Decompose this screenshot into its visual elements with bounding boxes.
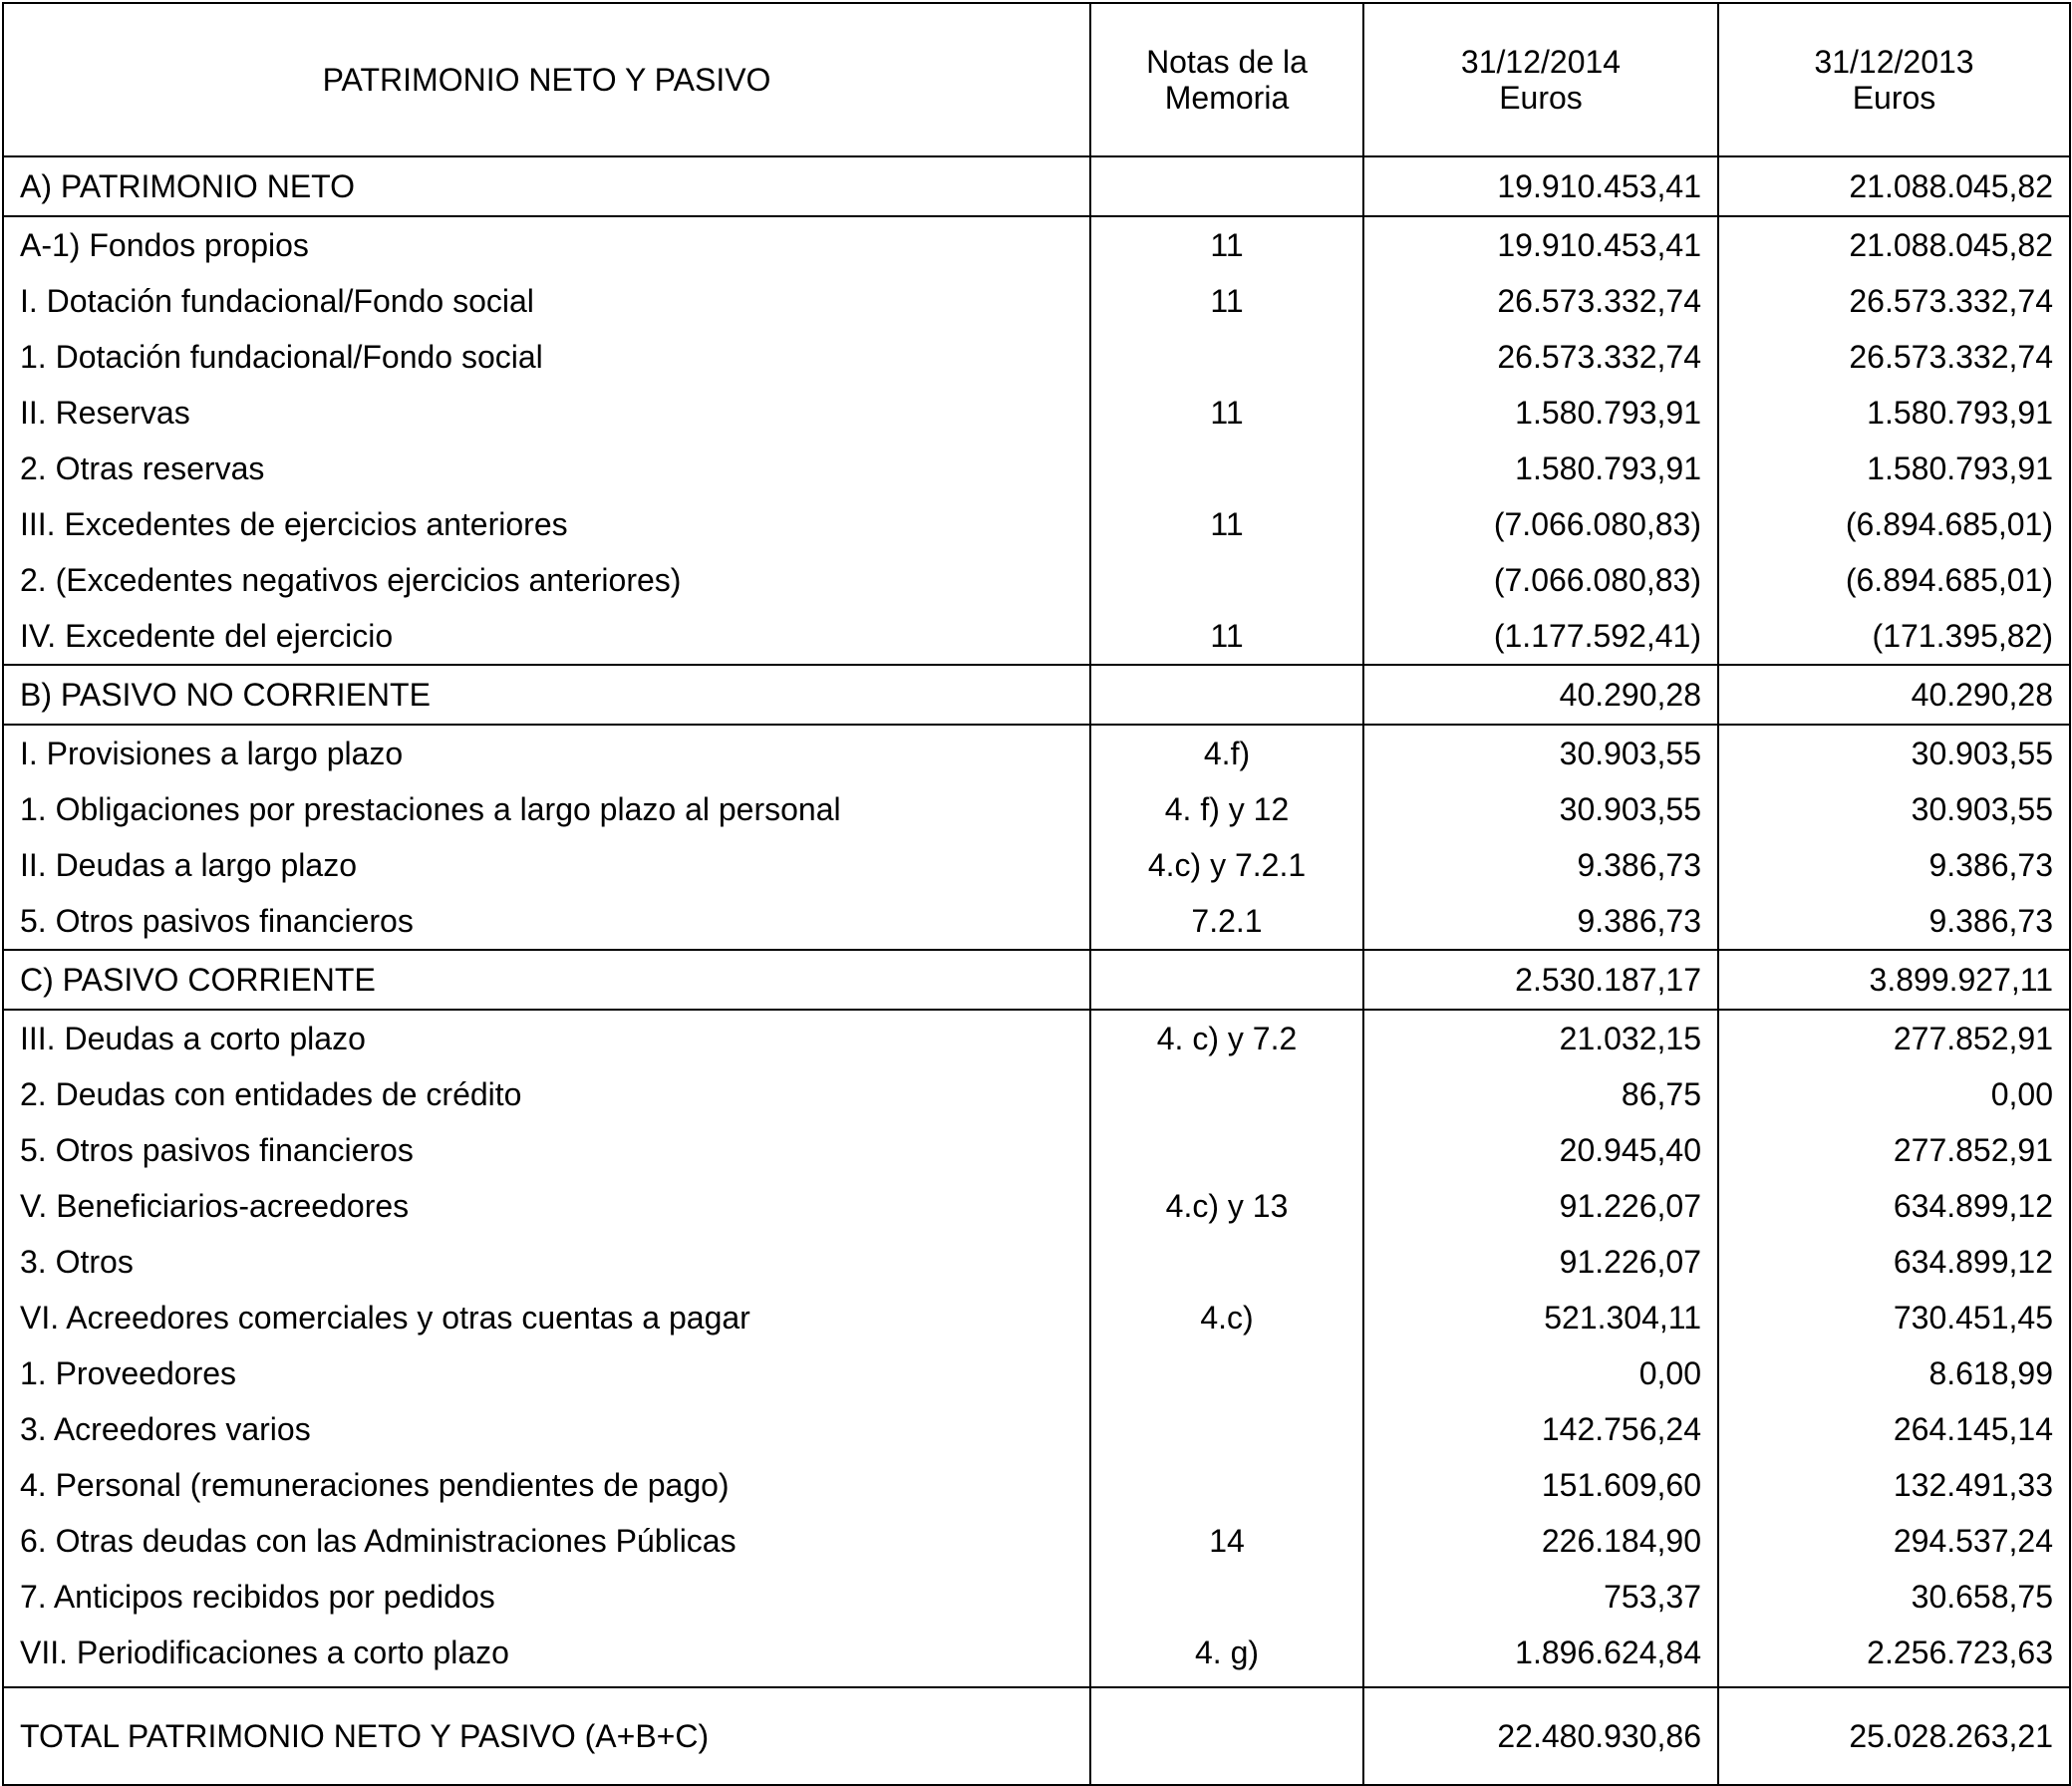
row-value-2013: 26.573.332,74 xyxy=(1718,273,2070,329)
row-note: 11 xyxy=(1090,216,1363,273)
row-label: IV. Excedente del ejercicio xyxy=(3,608,1090,665)
table-row xyxy=(3,273,2070,329)
row-value-2013: 40.290,28 xyxy=(1718,665,2070,725)
row-value-2013: 30.658,75 xyxy=(1718,1569,2070,1625)
row-note xyxy=(1090,665,1363,725)
row-value-2013: (171.395,82) xyxy=(1718,608,2070,665)
row-value-2014: 151.609,60 xyxy=(1363,1457,1718,1513)
row-note: 4.c) y 13 xyxy=(1090,1178,1363,1234)
row-label: 5. Otros pasivos financieros xyxy=(3,893,1090,950)
table-row xyxy=(3,1345,2070,1401)
row-value-2013: 9.386,73 xyxy=(1718,837,2070,893)
balance-sheet-table xyxy=(2,2,2071,1786)
row-value-2014: 1.580.793,91 xyxy=(1363,441,1718,496)
row-value-2014: 19.910.453,41 xyxy=(1363,216,1718,273)
header-2014: 31/12/2014 Euros xyxy=(1363,3,1718,156)
table-row xyxy=(3,385,2070,441)
row-value-2014: 226.184,90 xyxy=(1363,1513,1718,1569)
row-value-2014: 2.530.187,17 xyxy=(1363,950,1718,1010)
table-row xyxy=(3,216,2070,273)
table-row xyxy=(3,1569,2070,1625)
row-value-2013: 21.088.045,82 xyxy=(1718,156,2070,216)
row-note: 11 xyxy=(1090,385,1363,441)
row-value-2014: 30.903,55 xyxy=(1363,781,1718,837)
row-value-2014: 22.480.930,86 xyxy=(1363,1687,1718,1785)
row-value-2014: 86,75 xyxy=(1363,1066,1718,1122)
row-label: 7. Anticipos recibidos por pedidos xyxy=(3,1569,1090,1625)
table-row xyxy=(3,837,2070,893)
table-row xyxy=(3,1625,2070,1687)
table-row xyxy=(3,1178,2070,1234)
row-note: 11 xyxy=(1090,496,1363,552)
row-note xyxy=(1090,441,1363,496)
row-value-2013: 264.145,14 xyxy=(1718,1401,2070,1457)
table-row xyxy=(3,781,2070,837)
row-value-2014: 21.032,15 xyxy=(1363,1010,1718,1066)
row-value-2014: (7.066.080,83) xyxy=(1363,496,1718,552)
row-value-2013: (6.894.685,01) xyxy=(1718,552,2070,608)
row-note xyxy=(1090,552,1363,608)
row-value-2014: 20.945,40 xyxy=(1363,1122,1718,1178)
row-note xyxy=(1090,1569,1363,1625)
section-row xyxy=(3,665,2070,725)
table-row xyxy=(3,1401,2070,1457)
row-value-2013: 277.852,91 xyxy=(1718,1010,2070,1066)
table-row xyxy=(3,608,2070,665)
row-label: 2. Otras reservas xyxy=(3,441,1090,496)
row-label: 3. Otros xyxy=(3,1234,1090,1290)
row-value-2013: 1.580.793,91 xyxy=(1718,385,2070,441)
row-value-2014: 142.756,24 xyxy=(1363,1401,1718,1457)
row-label: 1. Dotación fundacional/Fondo social xyxy=(3,329,1090,385)
table-row xyxy=(3,725,2070,781)
row-note xyxy=(1090,1122,1363,1178)
table-row xyxy=(3,1457,2070,1513)
row-label: I. Provisiones a largo plazo xyxy=(3,725,1090,781)
row-label: 5. Otros pasivos financieros xyxy=(3,1122,1090,1178)
row-label: VII. Periodificaciones a corto plazo xyxy=(3,1625,1090,1687)
row-note: 11 xyxy=(1090,608,1363,665)
row-label: TOTAL PATRIMONIO NETO Y PASIVO (A+B+C) xyxy=(3,1687,1090,1785)
row-value-2014: 30.903,55 xyxy=(1363,725,1718,781)
row-note xyxy=(1090,1234,1363,1290)
row-value-2013: 634.899,12 xyxy=(1718,1234,2070,1290)
row-value-2013: 277.852,91 xyxy=(1718,1122,2070,1178)
row-note: 7.2.1 xyxy=(1090,893,1363,950)
table-row xyxy=(3,893,2070,950)
row-note: 4. c) y 7.2 xyxy=(1090,1010,1363,1066)
row-note: 11 xyxy=(1090,273,1363,329)
row-label: A-1) Fondos propios xyxy=(3,216,1090,273)
table-row xyxy=(3,496,2070,552)
total-row xyxy=(3,1687,2070,1785)
row-value-2014: (7.066.080,83) xyxy=(1363,552,1718,608)
table-row xyxy=(3,1513,2070,1569)
row-note xyxy=(1090,1066,1363,1122)
row-note xyxy=(1090,1345,1363,1401)
row-note xyxy=(1090,329,1363,385)
row-label: I. Dotación fundacional/Fondo social xyxy=(3,273,1090,329)
row-value-2014: 26.573.332,74 xyxy=(1363,273,1718,329)
table-row xyxy=(3,329,2070,385)
row-value-2014: 26.573.332,74 xyxy=(1363,329,1718,385)
row-note: 4.c) xyxy=(1090,1290,1363,1345)
row-value-2013: 132.491,33 xyxy=(1718,1457,2070,1513)
row-label: III. Deudas a corto plazo xyxy=(3,1010,1090,1066)
row-value-2014: 0,00 xyxy=(1363,1345,1718,1401)
row-note xyxy=(1090,156,1363,216)
row-note: 4. f) y 12 xyxy=(1090,781,1363,837)
row-value-2013: 294.537,24 xyxy=(1718,1513,2070,1569)
row-note: 4. g) xyxy=(1090,1625,1363,1687)
header-title: PATRIMONIO NETO Y PASIVO xyxy=(3,3,1090,156)
header-2013: 31/12/2013 Euros xyxy=(1718,3,2070,156)
row-value-2014: 1.580.793,91 xyxy=(1363,385,1718,441)
row-label: II. Reservas xyxy=(3,385,1090,441)
row-value-2014: 9.386,73 xyxy=(1363,893,1718,950)
row-value-2013: 8.618,99 xyxy=(1718,1345,2070,1401)
row-value-2013: 30.903,55 xyxy=(1718,781,2070,837)
table-row xyxy=(3,1234,2070,1290)
row-label: V. Beneficiarios-acreedores xyxy=(3,1178,1090,1234)
row-label: 4. Personal (remuneraciones pendientes de pago) xyxy=(3,1457,1090,1513)
row-note xyxy=(1090,1401,1363,1457)
row-value-2013: 0,00 xyxy=(1718,1066,2070,1122)
row-note xyxy=(1090,1457,1363,1513)
row-value-2013: 2.256.723,63 xyxy=(1718,1625,2070,1687)
row-value-2013: 634.899,12 xyxy=(1718,1178,2070,1234)
section-row xyxy=(3,156,2070,216)
row-label: 3. Acreedores varios xyxy=(3,1401,1090,1457)
row-value-2013: 3.899.927,11 xyxy=(1718,950,2070,1010)
row-value-2013: 26.573.332,74 xyxy=(1718,329,2070,385)
row-label: 1. Obligaciones por prestaciones a largo plazo al personal xyxy=(3,781,1090,837)
row-value-2014: 91.226,07 xyxy=(1363,1234,1718,1290)
table-row xyxy=(3,441,2070,496)
row-label: C) PASIVO CORRIENTE xyxy=(3,950,1090,1010)
table-row xyxy=(3,1010,2070,1066)
header-row xyxy=(3,3,2070,156)
row-label: VI. Acreedores comerciales y otras cuentas a pagar xyxy=(3,1290,1090,1345)
row-value-2013: 9.386,73 xyxy=(1718,893,2070,950)
row-value-2014: 40.290,28 xyxy=(1363,665,1718,725)
table-row xyxy=(3,1066,2070,1122)
row-label: II. Deudas a largo plazo xyxy=(3,837,1090,893)
row-value-2014: 753,37 xyxy=(1363,1569,1718,1625)
row-value-2013: (6.894.685,01) xyxy=(1718,496,2070,552)
row-value-2014: 1.896.624,84 xyxy=(1363,1625,1718,1687)
table-row xyxy=(3,1290,2070,1345)
row-value-2014: (1.177.592,41) xyxy=(1363,608,1718,665)
row-label: B) PASIVO NO CORRIENTE xyxy=(3,665,1090,725)
row-label: 6. Otras deudas con las Administraciones Públicas xyxy=(3,1513,1090,1569)
row-label: III. Excedentes de ejercicios anteriores xyxy=(3,496,1090,552)
row-label: A) PATRIMONIO NETO xyxy=(3,156,1090,216)
row-value-2014: 9.386,73 xyxy=(1363,837,1718,893)
row-note: 4.f) xyxy=(1090,725,1363,781)
table-row xyxy=(3,552,2070,608)
table-row xyxy=(3,1122,2070,1178)
row-value-2014: 19.910.453,41 xyxy=(1363,156,1718,216)
row-value-2013: 21.088.045,82 xyxy=(1718,216,2070,273)
row-value-2013: 730.451,45 xyxy=(1718,1290,2070,1345)
row-label: 2. (Excedentes negativos ejercicios anteriores) xyxy=(3,552,1090,608)
row-note: 4.c) y 7.2.1 xyxy=(1090,837,1363,893)
section-row xyxy=(3,950,2070,1010)
row-value-2014: 521.304,11 xyxy=(1363,1290,1718,1345)
row-value-2013: 30.903,55 xyxy=(1718,725,2070,781)
row-note xyxy=(1090,1687,1363,1785)
row-value-2014: 91.226,07 xyxy=(1363,1178,1718,1234)
row-label: 1. Proveedores xyxy=(3,1345,1090,1401)
header-notes: Notas de la Memoria xyxy=(1090,3,1363,156)
row-value-2013: 25.028.263,21 xyxy=(1718,1687,2070,1785)
row-note: 14 xyxy=(1090,1513,1363,1569)
row-label: 2. Deudas con entidades de crédito xyxy=(3,1066,1090,1122)
row-note xyxy=(1090,950,1363,1010)
row-value-2013: 1.580.793,91 xyxy=(1718,441,2070,496)
